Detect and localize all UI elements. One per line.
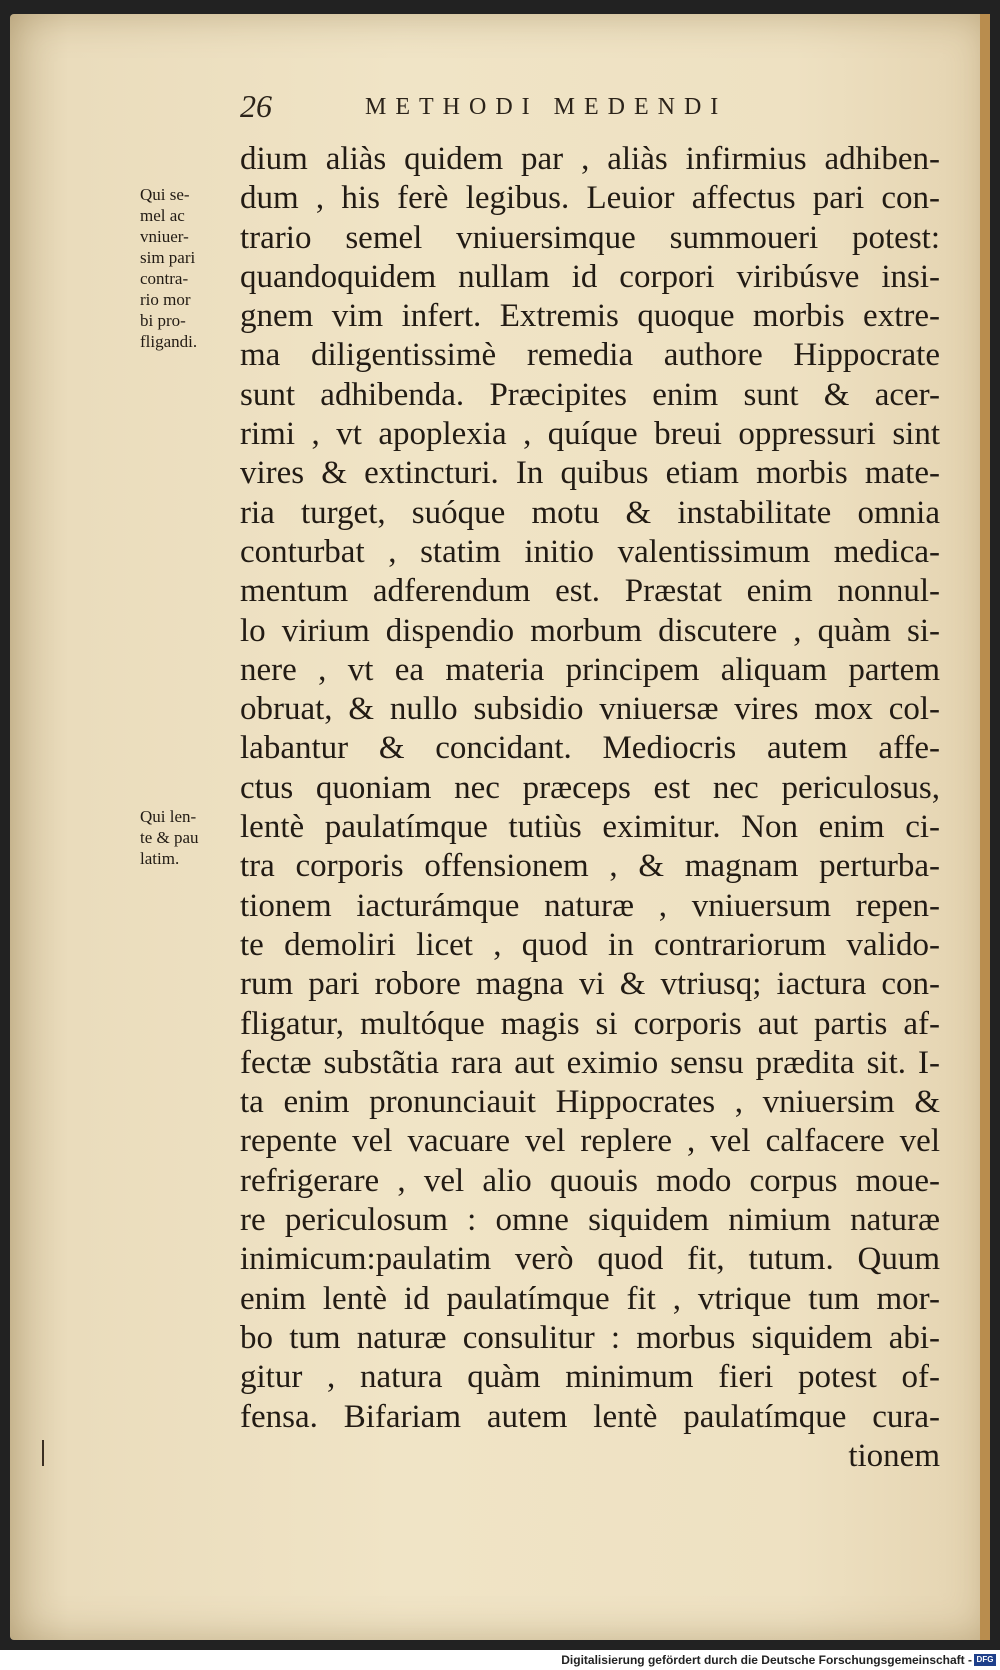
margin-note-line: rio mor <box>140 290 191 309</box>
margin-note-lente <box>140 806 240 869</box>
margin-note-line: vniuer- <box>140 227 189 246</box>
text-line: tionem iacturámque naturæ , vniuersum repen- <box>240 887 940 924</box>
text-line: re periculosum : omne siquidem nimium naturæ <box>240 1202 940 1239</box>
margin-note-line: fligandi. <box>140 332 198 351</box>
text-line: refrigerare , vel alio quouis modo corpus moue- <box>240 1162 940 1199</box>
text-line: bo tum naturæ consulitur : morbus siquidem abi- <box>240 1319 940 1356</box>
page-edge <box>980 14 990 1640</box>
text-line: rum pari robore magna vi & vtriusq; iactura con- <box>240 966 940 1003</box>
text-line: mentum adferendum est. Præstat enim nonnul- <box>240 573 940 610</box>
page-number: 26 <box>240 88 272 124</box>
running-head: METHODI MEDENDI <box>365 94 728 120</box>
text-line: conturbat , statim initio valentissimum medica- <box>240 533 940 570</box>
text-line: dium aliàs quidem par , aliàs infirmius adhiben- <box>240 141 940 177</box>
margin-note-line: Qui len- <box>140 807 197 826</box>
margin-note-line: contra- <box>140 269 189 288</box>
text-line: quandoquidem nullam id corpori viribúsve insi- <box>240 258 940 295</box>
dfg-logo-icon: DFG <box>974 1654 996 1666</box>
footer-bar <box>0 1650 1000 1670</box>
margin-note-line: mel ac <box>140 206 185 225</box>
text-line: enim lentè id paulatímque fit , vtrique tum mor- <box>240 1280 940 1317</box>
text-line: rimi , vt apoplexia , quíque breui oppressuri sint <box>240 416 940 453</box>
text-line: ctus quoniam nec præceps est nec periculosus, <box>240 769 940 806</box>
page-header <box>240 88 940 128</box>
margin-note-line: bi pro- <box>140 311 186 330</box>
text-line: tra corporis offensionem , & magnam perturba- <box>240 848 940 885</box>
text-line: repente vel vacuare vel replere , vel calfacere vel <box>240 1123 940 1160</box>
funding-credit: Digitalisierung gefördert durch die Deutsche Forschungsgemeinschaft - <box>561 1653 972 1667</box>
text-line: fectæ substãtia rara aut eximio sensu prædita sit. I- <box>240 1044 940 1081</box>
text-line: obruat, & nullo subsidio vniuersæ vires mox col- <box>240 691 940 728</box>
main-text <box>240 140 940 1476</box>
text-line: ta enim pronunciauit Hippocrates , vniuersim & <box>240 1084 940 1121</box>
catchword: tionem <box>848 1437 940 1474</box>
text-line: sunt adhibenda. Præcipites enim sunt & acer- <box>240 376 940 413</box>
text-line: fligatur, multóque magis si corporis aut partis af- <box>240 1005 940 1042</box>
text-line: ma diligentissimè remedia authore Hippocrate <box>240 337 940 374</box>
text-line: gnem vim infert. Extremis quoque morbis extre- <box>240 298 940 335</box>
text-line: nere , vt ea materia principem aliquam partem <box>240 651 940 688</box>
text-line: inimicum:paulatim verò quod fit, tutum. Quum <box>240 1241 940 1278</box>
ink-mark <box>42 1440 56 1466</box>
text-line: lentè paulatímque tutiùs eximitur. Non enim ci- <box>240 809 940 846</box>
text-line: ria turget, suóque motu & instabilitate omnia <box>240 494 940 531</box>
margin-note-line: sim pari <box>140 248 196 267</box>
text-line: vires & extincturi. In quibus etiam morbis mate- <box>240 455 940 492</box>
text-line: fensa. Bifariam autem lentè paulatímque cura- <box>240 1398 940 1435</box>
margin-note-line: Qui se- <box>140 185 190 204</box>
text-line: trario semel vniuersimque summoueri potest: <box>240 219 940 256</box>
margin-note-line: latim. <box>140 849 180 868</box>
text-line: labantur & concidant. Mediocris autem affe- <box>240 730 940 767</box>
text-line: gitur , natura quàm minimum fieri potest of- <box>240 1359 940 1396</box>
margin-note-semel <box>140 184 240 352</box>
text-line: lo virium dispendio morbum discutere , quàm si- <box>240 612 940 649</box>
text-line: te demoliri licet , quod in contrariorum valido- <box>240 926 940 963</box>
text-line: dum , his ferè legibus. Leuior affectus pari con- <box>240 180 940 217</box>
margin-note-line: te & pau <box>140 828 199 847</box>
